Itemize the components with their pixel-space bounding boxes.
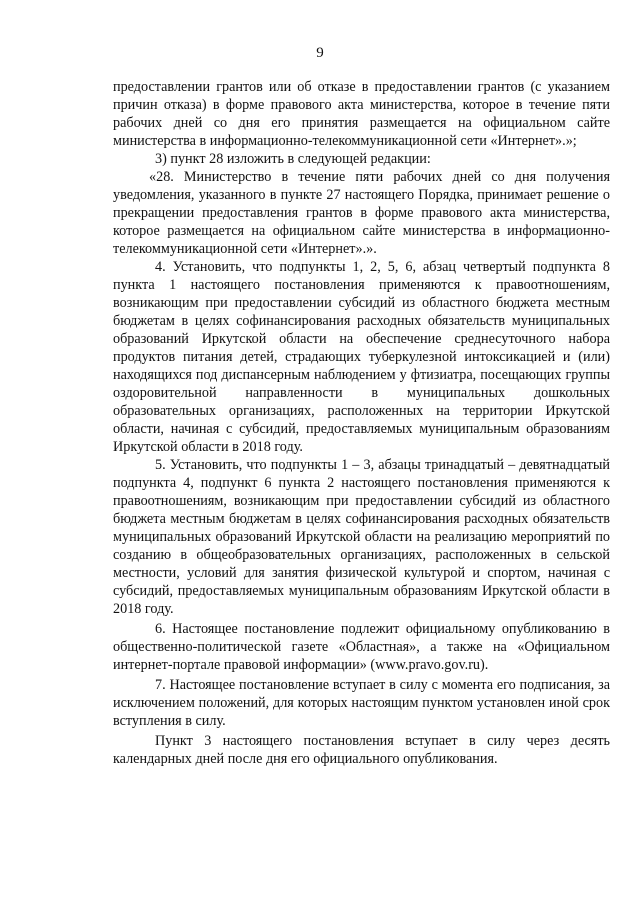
paragraph-grant-refusal-continuation: предоставлении грантов или об отказе в предоставлении грантов (с указанием причин отказа) в форме правового акта министерства, которое в течение пяти рабочих дней со дня его принятия размещается на официальном сайте министерства в информационно-телекоммуникационной сети «Интернет».»; xyxy=(113,79,610,149)
paragraph-clause-4: 4. Установить, что подпункты 1, 2, 5, 6, абзац четвертый подпункта 8 пункта 1 настоящего постановления применяются к правоотношениям, возникающим при предоставлении субсидий из областного бюджета местным бюджетам в целях софинансирования расходных обязательств муниципальных образований Иркутской области на обеспечение среднесуточного набора продуктов питания детей, страдающих туберкулезной интоксикацией и (или) находящихся под диспансерным наблюдением у фтизиатра, посещающих группы оздоровительной направленности в муниципальных дошкольных образовательных организациях, расположенных на территории Иркутской области, начиная с субсидий, предоставляемых муниципальным образованиям Иркутской области в 2018 году. xyxy=(113,259,610,455)
document-body xyxy=(113,78,610,768)
paragraph-clause-5: 5. Установить, что подпункты 1 – 3, абзацы тринадцатый – девятнадцатый подпункта 4, подпункт 6 пункта 2 настоящего постановления применяются к правоотношениям, возникающим при предоставлении субсидий из областного бюджета местным бюджетам в целях софинансирования расходных обязательств муниципальных образований Иркутской области на реализацию мероприятий по созданию в общеобразовательных организациях, расположенных в сельской местности, условий для занятия физической культурой и спортом, начиная с субсидий, предоставляемых муниципальным образованиям Иркутской области в 2018 году. xyxy=(113,457,610,617)
paragraph-clause-7: 7. Настоящее постановление вступает в силу с момента его подписания, за исключением положений, для которых настоящим пунктом установлен иной срок вступления в силу. xyxy=(113,677,610,729)
paragraph-item-3: 3) пункт 28 изложить в следующей редакции: xyxy=(155,151,431,167)
page-number: 9 xyxy=(316,45,324,61)
paragraph-point-28: «28. Министерство в течение пяти рабочих дней со дня получения уведомления, указанного в пункте 27 настоящего Порядка, принимает решение о прекращении предоставления грантов в форме правового акта министерства, которое размещается на официальном сайте министерства в информационно-телекоммуникационной сети «Интернет».». xyxy=(113,169,610,257)
paragraph-clause-6: 6. Настоящее постановление подлежит официальному опубликованию в общественно-политической газете «Областная», а также на «Официальном интернет-портале правовой информации» (www.pravo.gov.ru). xyxy=(113,621,610,673)
paragraph-point-3-effective-date: Пункт 3 настоящего постановления вступает в силу через десять календарных дней после дня его официального опубликования. xyxy=(113,733,610,767)
